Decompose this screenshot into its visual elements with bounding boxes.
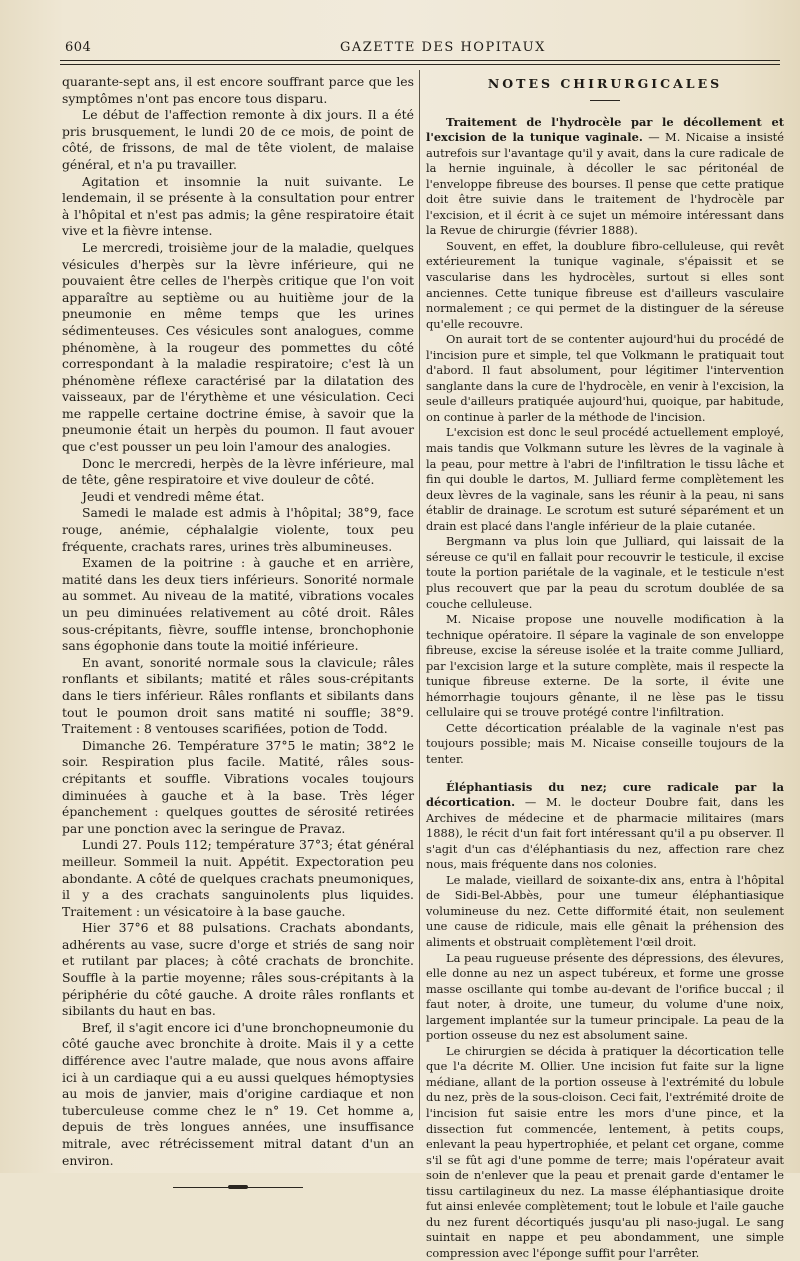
- paragraph: Samedi le malade est admis à l'hôpital; 38°9, face rouge, anémie, céphalalgie violente, toux peu fréquente, crachats rares, urines très albumineuses.: [62, 505, 414, 554]
- page-header: [60, 36, 780, 58]
- paragraph: En avant, sonorité normale sous la clavicule; râles ronflants et sibilants; matité et râles sous-crépitants dans le tiers inférieur. Râles ronflants et sibilants dans tout le poumon droit sans matité ni souffle; 38°9. Traitement : 8 ventouses scarifiées, potion de Todd.: [62, 654, 414, 737]
- article-title: Traitement de l'hydrocèle par le décollement et l'excision de la tunique vaginale.: [426, 114, 784, 145]
- paragraph: Dimanche 26. Température 37°5 le matin; 38°2 le soir. Respiration plus facile. Matité, râles sous-crépitants et souffle. Vibrations vocales toujours diminuées à gauche et à la base. Très léger épanchement : quelques gouttes de sérosité retirées par une ponction avec la seringue de Pravaz.: [62, 737, 414, 836]
- heading-rule: [590, 100, 620, 101]
- paragraph: Souvent, en effet, la doublure fibro-celluleuse, qui revêt extérieurement la tunique vaginale, s'épaissit et se vascularise dans les hydrocèles, surtout si elles sont anciennes. Cette tunique fibreuse est d'ailleurs vasculaire normalement ; ce qui permet de la distinguer de la séreuse qu'elle recouvre.: [426, 238, 784, 331]
- page-number: 604: [65, 40, 92, 55]
- paragraph: Agitation et insomnie la nuit suivante. Le lendemain, il se présente à la consultation pour entrer à l'hôpital et n'est pas admis; la gêne respiratoire était vive et la fièvre intense.: [62, 173, 414, 239]
- column-divider: [419, 70, 420, 1120]
- end-ornament-rule: [173, 1187, 303, 1188]
- header-rule-thin: [60, 64, 780, 65]
- paragraph: Donc le mercredi, herpès de la lèvre inférieure, mal de tête, gêne respiratoire et vive douleur de côté.: [62, 455, 414, 488]
- paragraph: On aurait tort de se contenter aujourd'hui du procédé de l'incision pure et simple, tel que Volkmann le pratiquait tout d'abord. Il faut absolument, pour légitimer l'intervention sanglante dans la cure de l'hydrocèle, en venir à l'excision, la seule d'ailleurs pratiquée aujourd'hui, quoique, par habitude, on continue à parler de la méthode de l'incision.: [426, 332, 784, 424]
- paragraph: La peau rugueuse présente des dépressions, des élevures, elle donne au nez un aspect tubéreux, et forme une grosse masse oscillante qui tombe au-devant de l'orifice buccal ; il faut noter, à droite, une tumeur, du volume d'une noix, largement implantée sur la tumeur principale. La peau de la portion osseuse du nez est absolument saine.: [426, 950, 784, 1043]
- article-intro: [426, 115, 784, 239]
- paragraph: L'excision est donc le seul procédé actuellement employé, mais tandis que Volkmann suture les lèvres de la vaginale à la peau, pour mettre à l'abri de l'infiltration le tissu lâche et fin qui double le dartos, M. Julliard ferme complètement les deux lèvres de la vaginale, sans les réunir à la peau, ni sans établir de drainage. Le scrotum est suturé séparément et un drain est placé dans l'angle inférieur de la plaie cutanée.: [426, 425, 784, 533]
- paragraph: Le malade, vieillard de soixante-dix ans, entra à l'hôpital de Sidi-Bel-Abbès, pour une tumeur éléphantiasique volumineuse du nez. Cette difformité était, non seulement une cause de ridicule, mais elle gênait la préhension des aliments et obstruait complètement l'œil droit.: [426, 872, 784, 949]
- paragraph: Le chirurgien se décida à pratiquer la décortication telle que l'a décrite M. Ollier. Une incision fut faite sur la ligne médiane, allant de la portion osseuse à l'extrémité du lobule du nez, près de la sous-cloison. Ceci fait, l'extrémité droite de l'incision fut saisie entre les mors d'une pince, et la dissection fut commencée, lentement, à petits coups, enlevant la peau hypertrophiée, et pelant cet organe, comme s'il se fût agi d'une pomme de terre; mais l'opérateur avait soin de n'enlever que la peau et prenait garde d'entamer le tissu cartilagineux du nez. La masse éléphantiasique droite fut ainsi enlevée complètement; tout le lobule et l'aile gauche du nez furent décortiqués jusqu'au pli naso-jugal. Le sang suintait en nappe et peu abondamment, une simple compression avec l'éponge suffit pour l'arrêter.: [426, 1043, 784, 1260]
- paragraph: quarante-sept ans, il est encore souffrant parce que les symptômes n'ont pas encore tous disparu.: [62, 74, 414, 106]
- left-column: [62, 74, 414, 1188]
- article-lead: — M. le docteur Doubre fait, dans les Archives de médecine et de pharmacie militaires (mars 1888), le récit d'un fait fort intéressant qu'il a pu observer. Il s'agit d'un cas d'éléphantiasis du nez, affection rare chez nous, mais fréquente dans nos colonies.: [426, 795, 784, 872]
- paragraph: Cette décortication préalable de la vaginale n'est pas toujours possible; mais M. Nicaise conseille toujours de la tenter.: [426, 720, 784, 766]
- section-heading: NOTES CHIRURGICALES: [487, 76, 723, 91]
- paragraph: M. Nicaise propose une nouvelle modification à la technique opératoire. Il sépare la vaginale de son enveloppe fibreuse, excise la séreuse isolée et la traite comme Julliard, par l'excision large et la suture complète, mais il respecte la tunique fibreuse externe. De la sorte, il évite une hémorrhagie toujours gênante, il ne lèse pas le tissu cellulaire qui se trouve protégé contre l'infiltration.: [426, 612, 784, 720]
- article-intro: [426, 780, 784, 873]
- article-title: Éléphantiasis du nez; cure radicale par la décortication.: [426, 779, 784, 810]
- paragraph: Bref, il s'agit encore ici d'une bronchopneumonie du côté gauche avec bronchite à droite. Mais il y a cette différence avec l'autre malade, que nous avons affaire ici à un cardiaque qui a eu aussi quelques hémoptysies au mois de janvier, mais d'origine cardiaque et non tuberculeuse comme chez le n° 19. Cet homme a, depuis de très longues années, une insuffisance mitrale, avec rétrécissement mitral datant d'un an environ.: [62, 1019, 414, 1168]
- running-title: GAZETTE DES HOPITAUX: [340, 40, 546, 55]
- paragraph: Hier 37°6 et 88 pulsations. Crachats abondants, adhérents au vase, sucre d'orge et striés de sang noir et rutilant par places; à côté crachats de bronchite. Souffle à la partie moyenne; râles sous-crépitants à la périphérie du côté gauche. A droite râles ronflants et sibilants du haut en bas.: [62, 920, 414, 1019]
- right-column: [426, 76, 784, 1261]
- paragraph: Bergmann va plus loin que Julliard, qui laissait de la séreuse ce qu'il en fallait pour recouvrir le testicule, il excise toute la portion pariétale de la vaginale, et le testicule n'est plus recouvert que par la peau du scrotum doublée de sa couche celluleuse.: [426, 534, 784, 611]
- paragraph: Examen de la poitrine : à gauche et en arrière, matité dans les deux tiers inférieurs. Sonorité normale au sommet. Au niveau de la matité, vibrations vocales un peu diminuées relativement au côté droit. Râles sous-crépitants, fièvre, souffle intense, bronchophonie sans égophonie dans toute la moitié inférieure.: [62, 555, 414, 654]
- paragraph: Lundi 27. Pouls 112; température 37°3; état général meilleur. Sommeil la nuit. Appétit. Expectoration peu abondante. A côté de quelques crachats pneumoniques, il y a des crachats sanguinolents plus liquides. Traitement : un vésicatoire à la base gauche.: [62, 837, 414, 919]
- article-gap: [426, 768, 784, 780]
- header-rule: [60, 60, 780, 61]
- paragraph: Le mercredi, troisième jour de la maladie, quelques vésicules d'herpès sur la lèvre inférieure, qui ne pouvaient être celles de l'herpès critique que l'on voit apparaître au septième ou au huitième jour de la pneumonie en même temps que les urines sédimenteuses. Ces vésicules sont analogues, comme phénomène, à la rougeur des pommettes du côté correspondant à la maladie respiratoire; c'est là un phénomène réflexe caractérisé par la dilatation des vaisseaux, par de l'érythème et une vésiculation. Ceci me rappelle certaine doctrine émise, à savoir que la pneumonie était un herpès du poumon. Il faut avouer que c'est pousser un peu loin l'amour des analogies.: [62, 239, 414, 455]
- article-lead: — M. Nicaise a insisté autrefois sur l'avantage qu'il y avait, dans la cure radicale de la hernie inguinale, à décoller le sac péritonéal de l'enveloppe fibreuse des bourses. Il pense que cette pratique doit être suivie dans le traitement de l'hydrocèle par l'excision, et il écrit à ce sujet un mémoire intéressant dans la Revue de chirurgie (février 1888).: [426, 130, 784, 238]
- paragraph: Jeudi et vendredi même état.: [82, 488, 265, 504]
- paragraph: Le début de l'affection remonte à dix jours. Il a été pris brusquement, le lundi 20 de ce mois, de point de côté, de frissons, de mal de tête violent, de malaise général, et n'a pu travailler.: [62, 107, 414, 172]
